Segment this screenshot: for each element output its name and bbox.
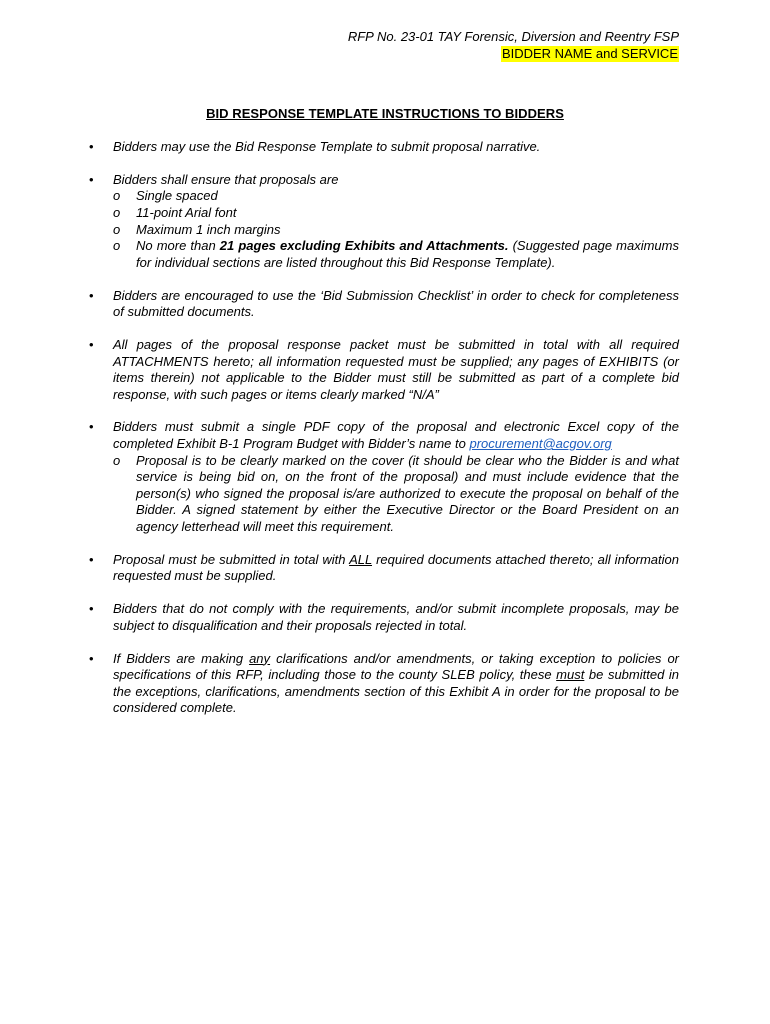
bullet-icon: • <box>89 336 94 352</box>
sub-bullet-icon: o <box>113 188 121 204</box>
sub-bullet-icon: o <box>113 221 121 237</box>
sub-list-item: o Proposal is to be clearly marked on the cover (it should be clear who the Bidder is and what service is being bid on, on the front of the proposal) and must include evidence that the person(s) who signed the proposal is/are authorized to execute the proposal on behalf of the Bidder. A signed statement by either the Executive Director or the Board President on an agency letterhead will meet this requirement. <box>113 452 679 535</box>
list-item: • Bidders that do not comply with the requirements, and/or submit incomplete proposals, may be subject to disqualification and their proposals rejected in total. <box>89 601 679 633</box>
list-item: • All pages of the proposal response packet must be submitted in total with all required ATTACHMENTS hereto; all information requested must be supplied; any pages of EXHIBITS (or items therein) not applicable to the Bidder must still be submitted as part of a complete bid response, with such pages or items clearly marked “N/A” <box>89 336 679 402</box>
bullet-icon: • <box>89 139 94 154</box>
sub-bullet-icon: o <box>113 238 121 254</box>
page-header <box>348 29 679 62</box>
page-limit-text: 21 pages excluding Exhibits and Attachments. <box>219 238 509 254</box>
sub-list-item: o 11-point Arial font <box>113 204 237 220</box>
sub-bullet-icon: o <box>113 204 121 220</box>
bullet-icon: • <box>89 601 94 617</box>
list-item: • Bidders may use the Bid Response Template to submit proposal narrative. <box>89 139 541 154</box>
sub-list-item: o No more than 21 pages excluding Exhibits and Attachments. (Suggested page maximums for individual sections are listed throughout this Bid Response Template). <box>113 238 679 270</box>
sub-list-item: o Maximum 1 inch margins <box>113 221 281 237</box>
bullet-icon: • <box>89 650 94 666</box>
page-title: BID RESPONSE TEMPLATE INSTRUCTIONS TO BIDDERS <box>206 106 564 121</box>
email-link[interactable]: procurement@acgov.org <box>469 436 612 452</box>
bullet-icon: • <box>89 419 94 435</box>
bullet-icon: • <box>89 551 94 567</box>
sub-bullet-icon: o <box>113 452 121 468</box>
bullet-icon: • <box>89 287 94 303</box>
list-item: • Bidders must submit a single PDF copy of the proposal and electronic Excel copy of the completed Exhibit B-1 Program Budget with Bidder’s name to procurement@acgov.org o Proposal is to be clearly marked on the cover (it should be clear who the Bidder is and what service is being bid on, on the front of the proposal) and must include evidence that the person(s) who signed the proposal is/are authorized to execute the proposal on behalf of the Bidder. A signed statement by either the Executive Director or the Board President on an agency letterhead will meet this requirement. <box>89 419 679 535</box>
list-item: • If Bidders are making any clarifications and/or amendments, or taking exception to policies or specifications of this RFP, including those to the county SLEB policy, these must be submitted in the exceptions, clarifications, amendments section of this Exhibit A in order for the proposal to be considered complete. <box>89 650 680 716</box>
bidder-name-highlight: BIDDER NAME and SERVICE <box>501 45 678 61</box>
instructions-list <box>89 139 679 733</box>
rfp-line: RFP No. 23-01 TAY Forensic, Diversion and Reentry FSP <box>347 29 679 44</box>
bullet-icon: • <box>89 171 94 187</box>
list-item: • Bidders shall ensure that proposals are o Single spaced o 11-point Arial font o Maximum 1 inch margins o No more than 21 pages excluding Exhibits and Attachments. (Suggested page maximums for individual sections are listed throughout this Bid Response Template). <box>89 171 679 270</box>
list-item: • Proposal must be submitted in total with ALL required documents attached thereto; all information requested must be supplied. <box>89 551 679 584</box>
list-item: • Bidders are encouraged to use the ‘Bid Submission Checklist’ in order to check for completeness of submitted documents. <box>89 287 679 320</box>
sub-list-item: o Single spaced <box>113 188 218 204</box>
